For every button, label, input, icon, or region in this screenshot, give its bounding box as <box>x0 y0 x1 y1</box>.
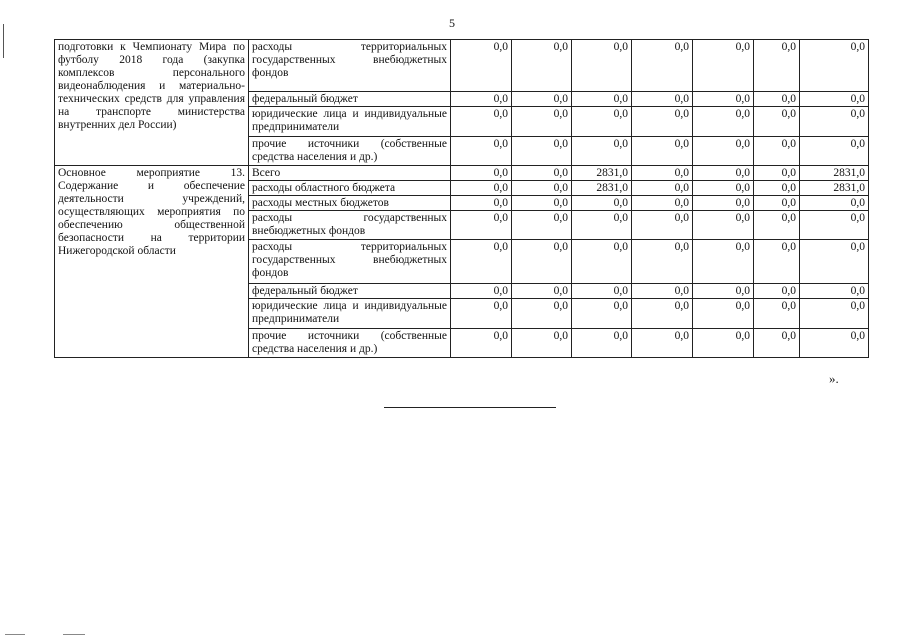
value-cell: 0,0 <box>451 284 512 299</box>
value-cell: 2831,0 <box>572 181 632 196</box>
value-cell: 0,0 <box>572 137 632 166</box>
funding-source-cell: юридические лица и индивидуальные предприниматели <box>249 107 451 137</box>
value-cell: 0,0 <box>754 107 800 137</box>
value-cell: 0,0 <box>512 40 572 92</box>
table-row <box>55 166 869 181</box>
value-cell: 0,0 <box>693 211 754 240</box>
value-cell: 0,0 <box>572 211 632 240</box>
value-cell: 2831,0 <box>572 166 632 181</box>
value-cell: 0,0 <box>451 137 512 166</box>
value-cell: 2831,0 <box>800 166 869 181</box>
value-cell: 0,0 <box>451 196 512 211</box>
page-number: 5 <box>449 16 455 30</box>
funding-source-cell: Всего <box>249 166 451 181</box>
value-cell: 0,0 <box>800 329 869 358</box>
value-cell: 0,0 <box>693 166 754 181</box>
budget-table-body <box>55 40 869 358</box>
value-cell: 0,0 <box>800 240 869 284</box>
value-cell: 0,0 <box>800 107 869 137</box>
value-cell: 0,0 <box>693 196 754 211</box>
value-cell: 0,0 <box>754 284 800 299</box>
value-cell: 0,0 <box>632 181 693 196</box>
funding-source-cell: федеральный бюджет <box>249 92 451 107</box>
funding-source-cell: юридические лица и индивидуальные предприниматели <box>249 299 451 329</box>
value-cell: 0,0 <box>632 284 693 299</box>
value-cell: 0,0 <box>632 240 693 284</box>
value-cell: 0,0 <box>572 240 632 284</box>
value-cell: 0,0 <box>754 211 800 240</box>
scan-speck <box>5 634 25 635</box>
value-cell: 0,0 <box>632 107 693 137</box>
funding-source-cell: расходы государственных внебюджетных фондов <box>249 211 451 240</box>
value-cell: 0,0 <box>512 329 572 358</box>
value-cell: 0,0 <box>632 329 693 358</box>
value-cell: 0,0 <box>754 240 800 284</box>
budget-table <box>54 39 869 358</box>
value-cell: 0,0 <box>754 196 800 211</box>
value-cell: 0,0 <box>572 284 632 299</box>
value-cell: 0,0 <box>800 92 869 107</box>
value-cell: 0,0 <box>451 40 512 92</box>
value-cell: 0,0 <box>800 40 869 92</box>
value-cell: 0,0 <box>512 196 572 211</box>
value-cell: 0,0 <box>632 40 693 92</box>
value-cell: 0,0 <box>632 166 693 181</box>
value-cell: 0,0 <box>693 284 754 299</box>
value-cell: 0,0 <box>754 40 800 92</box>
value-cell: 0,0 <box>693 40 754 92</box>
value-cell: 0,0 <box>451 107 512 137</box>
value-cell: 0,0 <box>572 92 632 107</box>
table-row <box>55 40 869 92</box>
value-cell: 0,0 <box>693 92 754 107</box>
funding-source-cell: федеральный бюджет <box>249 284 451 299</box>
value-cell: 0,0 <box>754 181 800 196</box>
value-cell: 0,0 <box>572 196 632 211</box>
value-cell: 0,0 <box>512 166 572 181</box>
value-cell: 0,0 <box>754 299 800 329</box>
value-cell: 0,0 <box>754 329 800 358</box>
value-cell: 0,0 <box>754 166 800 181</box>
value-cell: 0,0 <box>800 137 869 166</box>
value-cell: 2831,0 <box>800 181 869 196</box>
value-cell: 0,0 <box>451 181 512 196</box>
value-cell: 0,0 <box>632 92 693 107</box>
value-cell: 0,0 <box>632 211 693 240</box>
value-cell: 0,0 <box>451 329 512 358</box>
value-cell: 0,0 <box>572 299 632 329</box>
value-cell: 0,0 <box>800 196 869 211</box>
funding-source-cell: расходы областного бюджета <box>249 181 451 196</box>
value-cell: 0,0 <box>693 137 754 166</box>
measure-cell: Основное мероприятие 13. Содержание и обеспечение деятельности учреждений, осуществляющих мероприятия по обеспечению общественной безопасности на территории Нижегородской области <box>55 166 249 358</box>
value-cell: 0,0 <box>451 92 512 107</box>
value-cell: 0,0 <box>572 107 632 137</box>
funding-source-cell: расходы местных бюджетов <box>249 196 451 211</box>
value-cell: 0,0 <box>693 181 754 196</box>
value-cell: 0,0 <box>572 329 632 358</box>
value-cell: 0,0 <box>512 299 572 329</box>
value-cell: 0,0 <box>693 240 754 284</box>
measure-cell: подготовки к Чемпионату Мира по футболу 2018 года (закупка комплексов персонального видеонаблюдения и материально-технических средств для управления на транспорте министерства внутренних дел России) <box>55 40 249 166</box>
value-cell: 0,0 <box>451 240 512 284</box>
value-cell: 0,0 <box>754 92 800 107</box>
value-cell: 0,0 <box>754 137 800 166</box>
funding-source-cell: расходы территориальных государственных внебюджетных фондов <box>249 240 451 284</box>
value-cell: 0,0 <box>512 181 572 196</box>
value-cell: 0,0 <box>512 92 572 107</box>
value-cell: 0,0 <box>512 284 572 299</box>
value-cell: 0,0 <box>632 137 693 166</box>
value-cell: 0,0 <box>632 299 693 329</box>
funding-source-cell: прочие источники (собственные средства населения и др.) <box>249 329 451 358</box>
value-cell: 0,0 <box>512 137 572 166</box>
value-cell: 0,0 <box>693 329 754 358</box>
value-cell: 0,0 <box>800 211 869 240</box>
funding-source-cell: расходы территориальных государственных внебюджетных фондов <box>249 40 451 92</box>
value-cell: 0,0 <box>800 284 869 299</box>
funding-source-cell: прочие источники (собственные средства населения и др.) <box>249 137 451 166</box>
value-cell: 0,0 <box>512 107 572 137</box>
value-cell: 0,0 <box>512 240 572 284</box>
value-cell: 0,0 <box>693 299 754 329</box>
value-cell: 0,0 <box>512 211 572 240</box>
closing-quote: ». <box>829 371 839 386</box>
closing-rule <box>384 407 556 408</box>
scan-speck <box>63 634 85 635</box>
value-cell: 0,0 <box>693 107 754 137</box>
value-cell: 0,0 <box>451 166 512 181</box>
value-cell: 0,0 <box>572 40 632 92</box>
value-cell: 0,0 <box>451 299 512 329</box>
value-cell: 0,0 <box>800 299 869 329</box>
value-cell: 0,0 <box>632 196 693 211</box>
scan-margin-mark <box>3 24 4 58</box>
value-cell: 0,0 <box>451 211 512 240</box>
